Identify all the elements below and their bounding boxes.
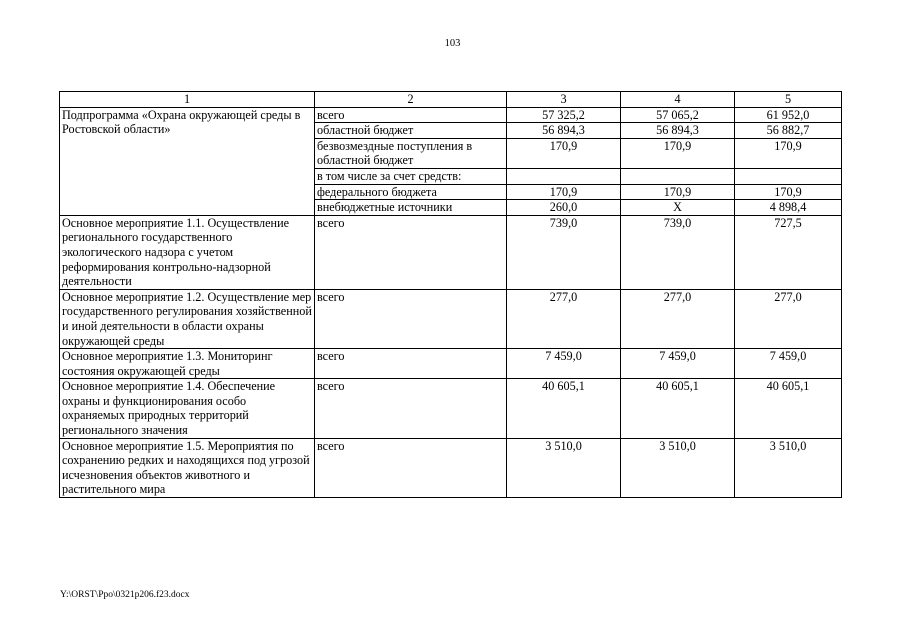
page-number: 103 — [444, 38, 461, 49]
header-col-1: 1 — [60, 92, 315, 108]
value-col-4: 40 605,1 — [621, 379, 735, 438]
subprogram-name: Подпрограмма «Охрана окружающей среды в Ростовской области» — [60, 107, 315, 215]
header-col-3: 3 — [507, 92, 621, 108]
value-col-5: 727,5 — [735, 215, 842, 289]
value-col-3: 3 510,0 — [507, 438, 621, 497]
value-col-3: 170,9 — [507, 184, 621, 200]
value-col-5: 61 952,0 — [735, 107, 842, 123]
value-col-4: 739,0 — [621, 215, 735, 289]
value-col-3: 739,0 — [507, 215, 621, 289]
table-row — [60, 289, 842, 348]
funding-source: всего — [315, 379, 507, 438]
value-col-4: 57 065,2 — [621, 107, 735, 123]
value-col-4: 277,0 — [621, 289, 735, 348]
value-col-4: 170,9 — [621, 138, 735, 168]
funding-source: всего — [315, 289, 507, 348]
value-col-3: 40 605,1 — [507, 379, 621, 438]
value-col-4: 56 894,3 — [621, 123, 735, 139]
funding-source: в том числе за счет средств: — [315, 168, 507, 184]
value-col-4: Х — [621, 200, 735, 216]
value-col-5 — [735, 168, 842, 184]
funding-source: внебюджетные источники — [315, 200, 507, 216]
value-col-5: 170,9 — [735, 184, 842, 200]
header-col-4: 4 — [621, 92, 735, 108]
value-col-3 — [507, 168, 621, 184]
value-col-5: 277,0 — [735, 289, 842, 348]
value-col-3: 57 325,2 — [507, 107, 621, 123]
value-col-4: 170,9 — [621, 184, 735, 200]
funding-source: всего — [315, 438, 507, 497]
value-col-3: 7 459,0 — [507, 349, 621, 379]
activity-name: Основное мероприятие 1.1. Осуществление регионального государственного экологического надзора с учетом реформирования контрольно-надзорной деятельности — [60, 215, 315, 289]
funding-source: федерального бюджета — [315, 184, 507, 200]
funding-source: всего — [315, 215, 507, 289]
header-col-2: 2 — [315, 92, 507, 108]
value-col-3: 170,9 — [507, 138, 621, 168]
activity-name: Основное мероприятие 1.4. Обеспечение охраны и функционирования особо охраняемых природных территорий регионального значения — [60, 379, 315, 438]
budget-table — [59, 91, 842, 498]
value-col-5: 7 459,0 — [735, 349, 842, 379]
value-col-4: 7 459,0 — [621, 349, 735, 379]
header-col-5: 5 — [735, 92, 842, 108]
funding-source: безвозмездные поступления в областной бюджет — [315, 138, 507, 168]
value-col-5: 56 882,7 — [735, 123, 842, 139]
value-col-5: 4 898,4 — [735, 200, 842, 216]
value-col-4 — [621, 168, 735, 184]
activity-name: Основное мероприятие 1.2. Осуществление мер государственного регулирования хозяйственной и иной деятельности в области охраны окружающей среды — [60, 289, 315, 348]
value-col-3: 277,0 — [507, 289, 621, 348]
funding-source: всего — [315, 107, 507, 123]
funding-source: областной бюджет — [315, 123, 507, 139]
funding-source: всего — [315, 349, 507, 379]
file-path-footer: Y:\ORST\Ppo\0321p206.f23.docx — [60, 590, 190, 600]
value-col-3: 56 894,3 — [507, 123, 621, 139]
table-row — [60, 215, 842, 289]
table-row — [60, 379, 842, 438]
table-header-row — [60, 92, 842, 108]
table-row — [60, 438, 842, 497]
value-col-3: 260,0 — [507, 200, 621, 216]
activity-name: Основное мероприятие 1.5. Мероприятия по сохранению редких и находящихся под угрозой исчезновения объектов животного и растительного мира — [60, 438, 315, 497]
value-col-5: 40 605,1 — [735, 379, 842, 438]
table-row — [60, 349, 842, 379]
value-col-5: 170,9 — [735, 138, 842, 168]
activity-name: Основное мероприятие 1.3. Мониторинг состояния окружающей среды — [60, 349, 315, 379]
value-col-4: 3 510,0 — [621, 438, 735, 497]
table-row — [60, 107, 842, 123]
value-col-5: 3 510,0 — [735, 438, 842, 497]
